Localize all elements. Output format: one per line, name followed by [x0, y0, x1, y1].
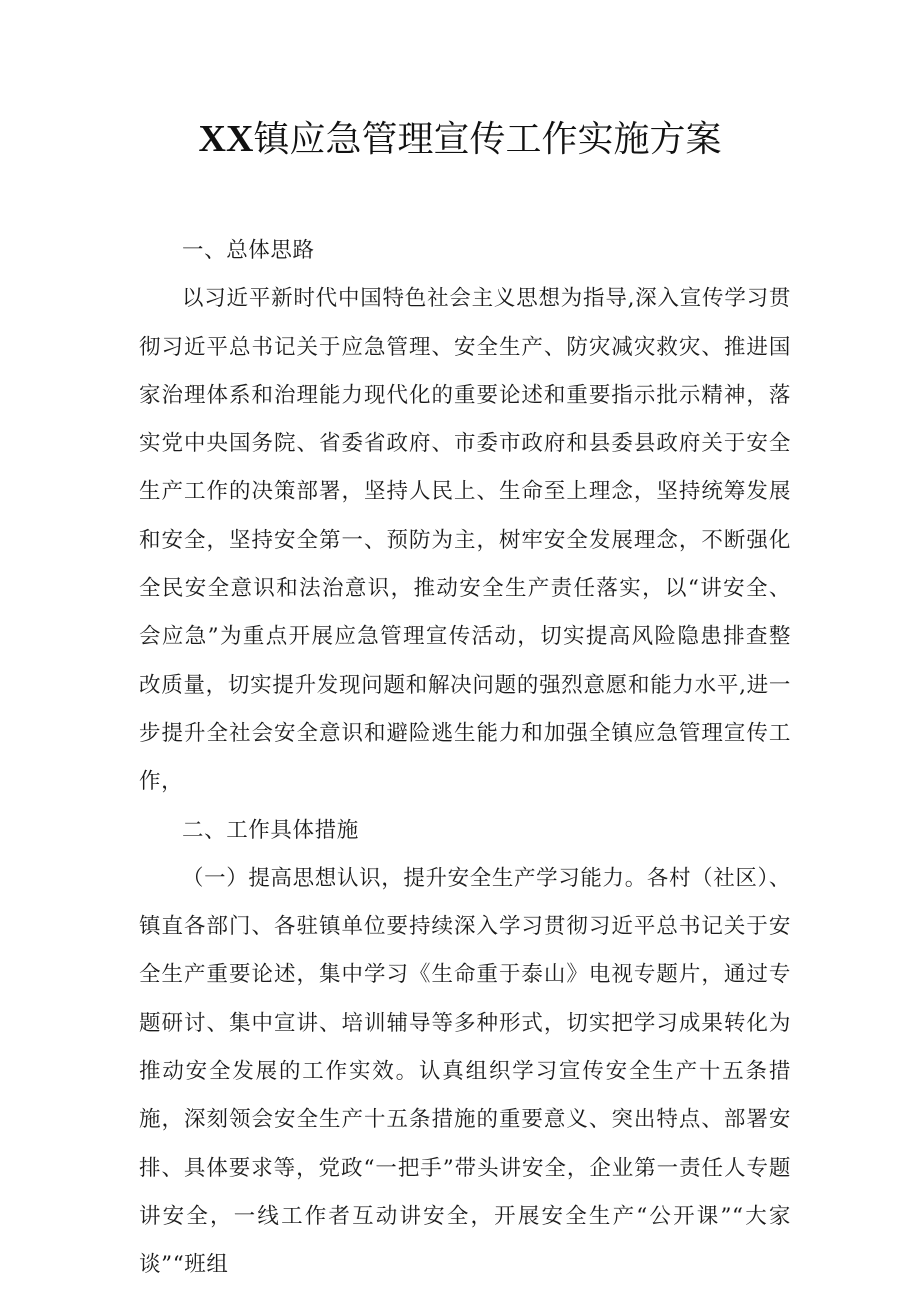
section-heading-2: 二、工作具体措施: [182, 817, 359, 843]
document-title: [0, 112, 920, 167]
title-prefix: XX: [198, 118, 254, 160]
section-paragraph-1: 以习近平新时代中国特色社会主义思想为指导,深入宣传学习贯彻习近平总书记关于应急管理、安全生产、防灾减灾救灾、推进国家治理体系和治理能力现代化的重要论述和重要指示批示精神，落实党中央国务院、省委省政府、市委市政府和县委县政府关于安全生产工作的决策部署，坚持人民上、生命至上理念，坚持统筹发展和安全，坚持安全第一、预防为主，树牢安全发展理念，不断强化全民安全意识和法治意识，推动安全生产责任落实，以“讲安全、会应急”为重点开展应急管理宣传活动，切实提高风险隐患排查整改质量，切实提升发现问题和解决问题的强烈意愿和能力水平,进一步提升全社会安全意识和避险逃生能力和加强全镇应急管理宣传工作，: [139, 286, 791, 795]
title-main: 镇应急管理宣传工作实施方案: [253, 119, 722, 160]
document-body: [139, 227, 791, 1290]
section-paragraph-2: （一）提高思想认识，提升安全生产学习能力。各村（社区）、镇直各部门、各驻镇单位要持续深入学习贯彻习近平总书记关于安全生产重要论述，集中学习《生命重于泰山》电视专题片，通过专题研讨、集中宣讲、培训辅导等多种形式，切实把学习成果转化为推动安全发展的工作实效。认真组织学习宣传安全生产十五条措施，深刻领会安全生产十五条措施的重要意义、突出特点、部署安排、具体要求等，党政“一把手”带头讲安全，企业第一责任人专题讲安全，一线工作者互动讲安全，开展安全生产“公开课”“大家谈”“班组: [139, 865, 791, 1278]
section-heading-1: 一、总体思路: [182, 238, 315, 263]
